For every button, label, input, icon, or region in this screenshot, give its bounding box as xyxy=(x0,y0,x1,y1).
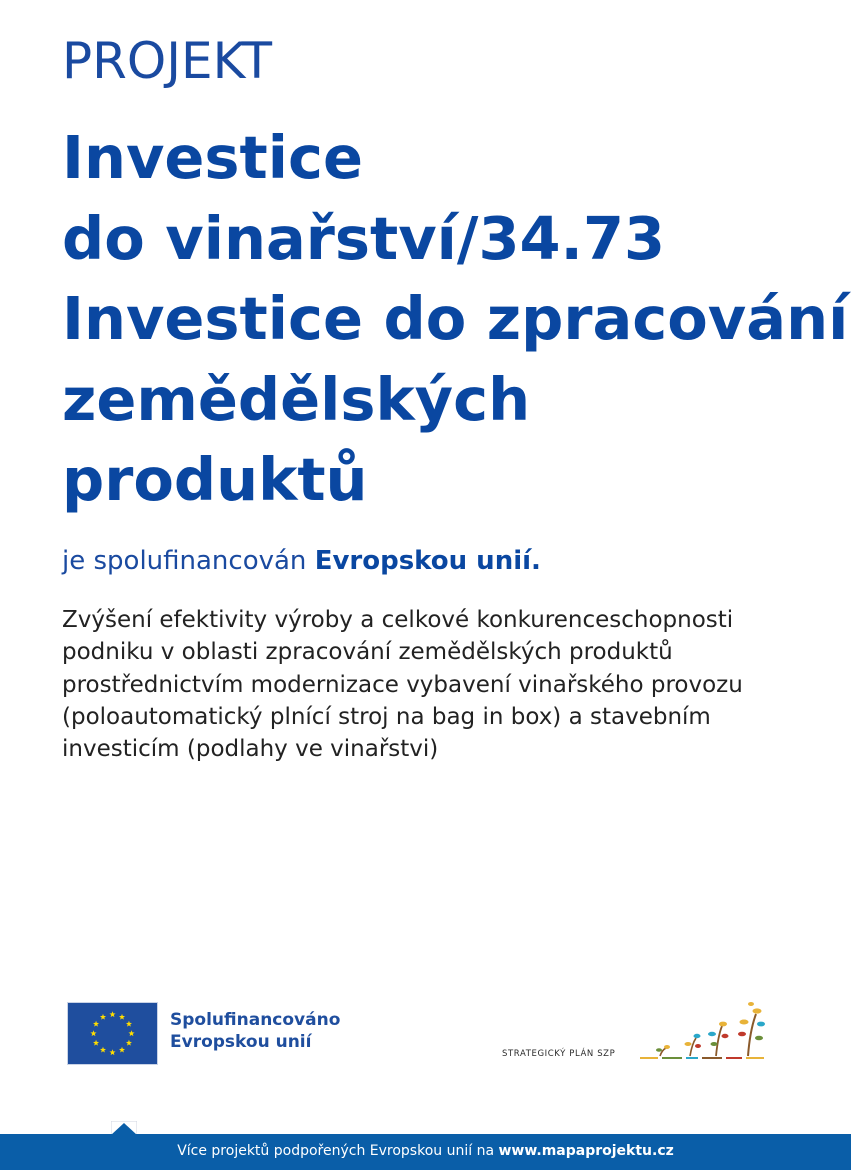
eu-logo-line1: Spolufinancováno xyxy=(170,1010,341,1030)
eu-star-icon xyxy=(126,1021,132,1027)
description-line: podniku v oblasti zpracování zemědělských produktů xyxy=(62,639,673,666)
title-line: produktů xyxy=(62,445,368,514)
footer-bar xyxy=(0,1134,851,1170)
description-line: investicím (podlahy ve vinařstvi) xyxy=(62,736,439,763)
footer-text: Více projektů podpořených Evropskou unií na xyxy=(177,1143,495,1159)
description-line: (poloautomatický plnící stroj na bag in box) a stavebním xyxy=(62,703,711,730)
eu-cofinanced-logo xyxy=(68,1003,368,1065)
eu-star-icon xyxy=(100,1014,106,1020)
project-label: PROJEKT xyxy=(62,32,273,90)
footer-link[interactable]: www.mapaprojektu.cz xyxy=(498,1143,674,1159)
title-line: zemědělských xyxy=(62,364,531,434)
description-line: prostřednictvím modernizace vybavení vinařského provozu xyxy=(62,671,743,698)
footer-tab-icon xyxy=(111,1121,137,1135)
eu-star-icon xyxy=(128,1030,134,1036)
eu-logo-line2: Evropskou unií xyxy=(170,1032,312,1052)
eu-star-icon xyxy=(90,1030,96,1036)
title-line: Investice do zpracování xyxy=(62,284,849,353)
cofinancing-emphasis: Evropskou unií. xyxy=(314,546,541,576)
eu-star-icon xyxy=(109,1049,115,1055)
eu-logo-text xyxy=(170,1009,340,1053)
strategic-plan-logo xyxy=(500,1000,790,1070)
eu-star-icon xyxy=(119,1014,125,1020)
eu-star-icon xyxy=(93,1040,99,1046)
eu-star-icon xyxy=(126,1040,132,1046)
eu-star-icon xyxy=(119,1047,125,1053)
project-description xyxy=(62,604,822,765)
eu-flag-icon xyxy=(68,1003,157,1064)
eu-star-icon xyxy=(100,1047,106,1053)
szp-logo-text: STRATEGICKÝ PLÁN SZP xyxy=(502,1049,616,1059)
title-line: do vinařství/34.73 xyxy=(62,203,666,273)
description-line: Zvýšení efektivity výroby a celkové konkurenceschopnosti xyxy=(62,607,734,633)
title-line: Investice xyxy=(62,123,363,192)
cofinancing-prefix: je spolufinancován xyxy=(62,546,307,576)
project-title xyxy=(62,118,849,521)
eu-star-icon xyxy=(93,1021,99,1027)
cofinancing-statement xyxy=(62,546,541,576)
szp-plants-icon xyxy=(638,1000,783,1064)
eu-star-icon xyxy=(109,1011,115,1017)
